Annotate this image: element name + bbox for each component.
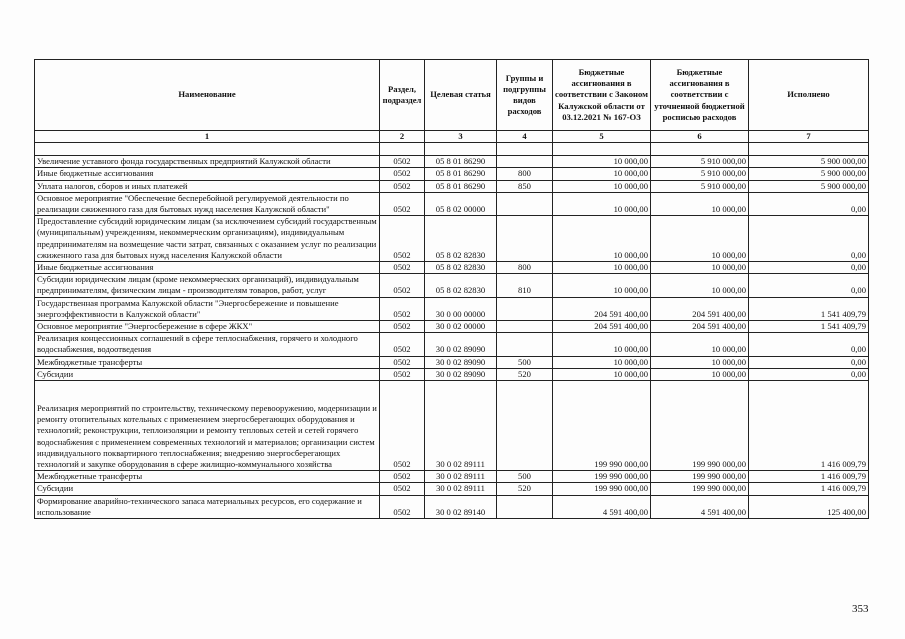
header-law: Бюджетные ассигнования в соответствии с Законом Калужской области от 03.12.2021 № 167-ОЗ xyxy=(553,60,651,131)
row-name-cell: Субсидии xyxy=(35,483,380,495)
row-law-amount-cell: 10 000,00 xyxy=(553,156,651,168)
row-executed-amount-cell: 1 416 009,79 xyxy=(749,483,869,495)
column-number: 1 xyxy=(35,131,380,143)
row-group-cell xyxy=(497,297,553,320)
row-executed-amount-cell: 1 416 009,79 xyxy=(749,471,869,483)
row-group-cell xyxy=(497,192,553,215)
row-section-cell: 0502 xyxy=(380,156,425,168)
row-refined-amount-cell: 10 000,00 xyxy=(651,333,749,356)
row-name-cell: Увеличение уставного фонда государственных предприятий Калужской области xyxy=(35,156,380,168)
table-body xyxy=(35,143,869,519)
row-section-cell: 0502 xyxy=(380,356,425,368)
row-executed-amount-cell: 1 416 009,79 xyxy=(749,381,869,471)
row-name-cell: Государственная программа Калужской области "Энергосбережение и повышение энергоэффективности в Калужской области" xyxy=(35,297,380,320)
table-row xyxy=(35,471,869,483)
row-executed-amount-cell: 125 400,00 xyxy=(749,495,869,518)
table-row xyxy=(35,168,869,180)
header-executed: Исполнено xyxy=(749,60,869,131)
row-refined-amount-cell: 199 990 000,00 xyxy=(651,381,749,471)
row-target-cell: 30 0 02 89111 xyxy=(425,381,497,471)
row-refined-amount-cell: 204 591 400,00 xyxy=(651,297,749,320)
row-section-cell: 0502 xyxy=(380,333,425,356)
row-name-cell: Субсидии xyxy=(35,368,380,380)
row-target-cell: 30 0 02 89090 xyxy=(425,368,497,380)
row-law-amount-cell: 10 000,00 xyxy=(553,216,651,262)
row-section-cell: 0502 xyxy=(380,168,425,180)
row-name-cell: Межбюджетные трансферты xyxy=(35,471,380,483)
row-target-cell: 05 8 01 86290 xyxy=(425,180,497,192)
row-refined-amount-cell: 10 000,00 xyxy=(651,216,749,262)
budget-execution-table xyxy=(34,59,869,519)
row-executed-amount-cell: 0,00 xyxy=(749,274,869,297)
row-target-cell: 30 0 02 89090 xyxy=(425,356,497,368)
table-row xyxy=(35,297,869,320)
row-group-cell: 520 xyxy=(497,483,553,495)
row-executed-amount-cell: 1 541 409,79 xyxy=(749,297,869,320)
row-executed-amount-cell: 5 900 000,00 xyxy=(749,180,869,192)
table-row xyxy=(35,483,869,495)
row-section-cell: 0502 xyxy=(380,381,425,471)
table-row xyxy=(35,381,869,471)
column-number: 5 xyxy=(553,131,651,143)
row-refined-amount-cell: 5 910 000,00 xyxy=(651,156,749,168)
row-target-cell: 05 8 02 82830 xyxy=(425,262,497,274)
table-row xyxy=(35,262,869,274)
row-executed-amount-cell: 5 900 000,00 xyxy=(749,156,869,168)
row-target-cell: 30 0 02 89140 xyxy=(425,495,497,518)
header-target: Целевая статья xyxy=(425,60,497,131)
page-number: 353 xyxy=(852,603,869,615)
row-section-cell: 0502 xyxy=(380,321,425,333)
row-group-cell: 500 xyxy=(497,471,553,483)
row-law-amount-cell: 199 990 000,00 xyxy=(553,381,651,471)
row-executed-amount-cell: 0,00 xyxy=(749,356,869,368)
column-number: 3 xyxy=(425,131,497,143)
row-refined-amount-cell: 4 591 400,00 xyxy=(651,495,749,518)
row-target-cell: 05 8 01 86290 xyxy=(425,168,497,180)
row-target-cell: 05 8 02 82830 xyxy=(425,274,497,297)
row-name-cell: Уплата налогов, сборов и иных платежей xyxy=(35,180,380,192)
row-refined-amount-cell: 204 591 400,00 xyxy=(651,321,749,333)
row-law-amount-cell: 204 591 400,00 xyxy=(553,321,651,333)
row-name-cell: Основное мероприятие "Энергосбережение в сфере ЖКХ" xyxy=(35,321,380,333)
row-name-cell: Реализация мероприятий по строительству, техническому перевооружению, модернизации и ремонту отопительных котельных с применением энергосберегающих оборудования и технологий; реконструкции, теплоизоляции и ремонту тепловых сетей и сетей горячего водоснабжения с применением современных технологий и материалов; организации систем индивидуального поквартирного теплоснабжения; внедрению энергосберегающих технологий и закупке оборудования в сфере жилищно-коммунального хозяйства xyxy=(35,381,380,471)
row-refined-amount-cell: 10 000,00 xyxy=(651,368,749,380)
row-group-cell: 800 xyxy=(497,262,553,274)
row-group-cell xyxy=(497,333,553,356)
table-row xyxy=(35,495,869,518)
row-law-amount-cell: 10 000,00 xyxy=(553,192,651,215)
row-section-cell: 0502 xyxy=(380,471,425,483)
table-row xyxy=(35,216,869,262)
row-executed-amount-cell: 0,00 xyxy=(749,216,869,262)
table-row xyxy=(35,180,869,192)
row-refined-amount-cell: 5 910 000,00 xyxy=(651,168,749,180)
row-law-amount-cell: 10 000,00 xyxy=(553,262,651,274)
row-law-amount-cell: 4 591 400,00 xyxy=(553,495,651,518)
row-refined-amount-cell: 10 000,00 xyxy=(651,262,749,274)
column-number: 4 xyxy=(497,131,553,143)
row-executed-amount-cell: 1 541 409,79 xyxy=(749,321,869,333)
row-group-cell: 520 xyxy=(497,368,553,380)
header-refined: Бюджетные ассигнования в соответствии с уточненной бюджетной росписью расходов xyxy=(651,60,749,131)
table-row xyxy=(35,156,869,168)
row-target-cell: 30 0 02 89111 xyxy=(425,471,497,483)
row-group-cell xyxy=(497,156,553,168)
row-refined-amount-cell: 199 990 000,00 xyxy=(651,483,749,495)
row-group-cell xyxy=(497,495,553,518)
row-target-cell: 05 8 02 00000 xyxy=(425,192,497,215)
row-group-cell: 500 xyxy=(497,356,553,368)
header-name: Наименование xyxy=(35,60,380,131)
row-executed-amount-cell: 0,00 xyxy=(749,368,869,380)
table-row xyxy=(35,356,869,368)
column-numbers-row xyxy=(35,131,869,143)
row-section-cell: 0502 xyxy=(380,368,425,380)
row-refined-amount-cell: 10 000,00 xyxy=(651,356,749,368)
header-section: Раздел, подраздел xyxy=(380,60,425,131)
row-section-cell: 0502 xyxy=(380,274,425,297)
row-section-cell: 0502 xyxy=(380,180,425,192)
row-group-cell: 800 xyxy=(497,168,553,180)
row-group-cell xyxy=(497,381,553,471)
row-executed-amount-cell: 0,00 xyxy=(749,333,869,356)
row-target-cell: 05 8 02 82830 xyxy=(425,216,497,262)
row-refined-amount-cell: 5 910 000,00 xyxy=(651,180,749,192)
spacer-row xyxy=(35,143,869,156)
row-target-cell: 05 8 01 86290 xyxy=(425,156,497,168)
row-section-cell: 0502 xyxy=(380,297,425,320)
row-target-cell: 30 0 02 00000 xyxy=(425,321,497,333)
column-number: 6 xyxy=(651,131,749,143)
row-law-amount-cell: 10 000,00 xyxy=(553,274,651,297)
row-law-amount-cell: 204 591 400,00 xyxy=(553,297,651,320)
row-group-cell: 850 xyxy=(497,180,553,192)
table-row xyxy=(35,192,869,215)
row-target-cell: 30 0 02 89111 xyxy=(425,483,497,495)
column-number: 2 xyxy=(380,131,425,143)
row-name-cell: Реализация концессионных соглашений в сфере теплоснабжения, горячего и холодного водоснабжения, водоотведения xyxy=(35,333,380,356)
row-executed-amount-cell: 0,00 xyxy=(749,262,869,274)
row-section-cell: 0502 xyxy=(380,495,425,518)
table-row xyxy=(35,274,869,297)
row-executed-amount-cell: 0,00 xyxy=(749,192,869,215)
row-name-cell: Субсидии юридическим лицам (кроме некоммерческих организаций), индивидуальным предпринимателям, физическим лицам - производителям товаров, работ, услуг xyxy=(35,274,380,297)
row-name-cell: Формирование аварийно-технического запаса материальных ресурсов, его содержание и использование xyxy=(35,495,380,518)
header-groups: Группы и подгруппы видов расходов xyxy=(497,60,553,131)
row-law-amount-cell: 10 000,00 xyxy=(553,180,651,192)
row-section-cell: 0502 xyxy=(380,483,425,495)
row-name-cell: Предоставление субсидий юридическим лицам (за исключением субсидий государственным (муниципальным) учреждениям, некоммерческим организациям), индивидуальным предпринимателям на возмещение части затрат, связанных с оказанием услуг по реализации сжиженного газа для бытовых нужд населения Калужской области xyxy=(35,216,380,262)
row-law-amount-cell: 10 000,00 xyxy=(553,356,651,368)
row-group-cell xyxy=(497,321,553,333)
row-refined-amount-cell: 10 000,00 xyxy=(651,274,749,297)
table-row xyxy=(35,368,869,380)
row-name-cell: Межбюджетные трансферты xyxy=(35,356,380,368)
row-name-cell: Иные бюджетные ассигнования xyxy=(35,168,380,180)
row-law-amount-cell: 199 990 000,00 xyxy=(553,483,651,495)
row-refined-amount-cell: 199 990 000,00 xyxy=(651,471,749,483)
row-target-cell: 30 0 02 89090 xyxy=(425,333,497,356)
row-law-amount-cell: 199 990 000,00 xyxy=(553,471,651,483)
table-row xyxy=(35,321,869,333)
row-section-cell: 0502 xyxy=(380,216,425,262)
table-row xyxy=(35,333,869,356)
row-law-amount-cell: 10 000,00 xyxy=(553,333,651,356)
row-name-cell: Основное мероприятие "Обеспечение бесперебойной регулируемой деятельности по реализации сжиженного газа для бытовых нужд населения Калужской области" xyxy=(35,192,380,215)
table-header-row xyxy=(35,60,869,131)
column-number: 7 xyxy=(749,131,869,143)
row-executed-amount-cell: 5 900 000,00 xyxy=(749,168,869,180)
row-refined-amount-cell: 10 000,00 xyxy=(651,192,749,215)
row-group-cell: 810 xyxy=(497,274,553,297)
row-law-amount-cell: 10 000,00 xyxy=(553,168,651,180)
row-law-amount-cell: 10 000,00 xyxy=(553,368,651,380)
row-section-cell: 0502 xyxy=(380,262,425,274)
row-name-cell: Иные бюджетные ассигнования xyxy=(35,262,380,274)
row-target-cell: 30 0 00 00000 xyxy=(425,297,497,320)
row-group-cell xyxy=(497,216,553,262)
row-section-cell: 0502 xyxy=(380,192,425,215)
